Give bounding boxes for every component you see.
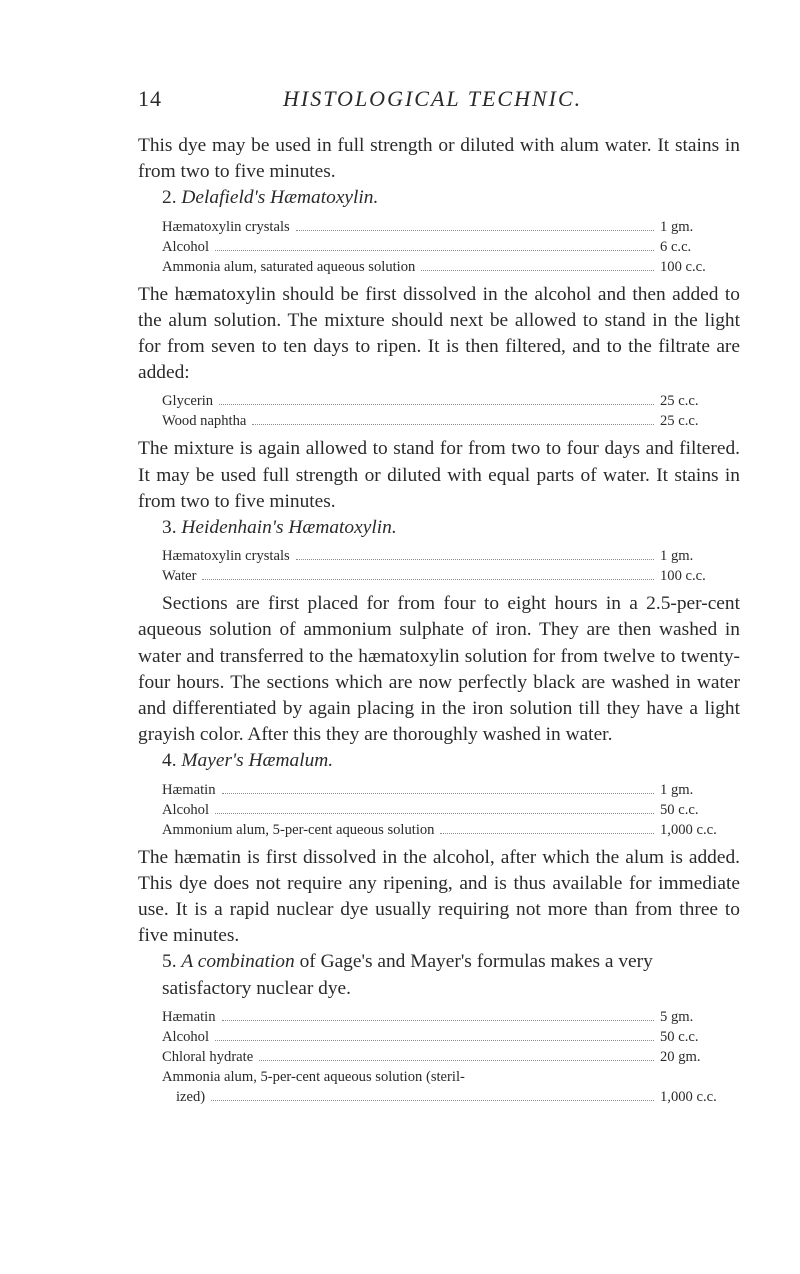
amount: 50 c.c.: [660, 801, 699, 818]
recipe-combination: [138, 1007, 740, 1107]
heading-title: Mayer's Hæmalum.: [181, 750, 334, 772]
amount: 50 c.c.: [660, 1028, 699, 1045]
recipe-row: [162, 546, 740, 566]
ingredient: Alcohol: [162, 1028, 210, 1045]
ingredient: Glycerin: [162, 393, 214, 410]
heading-delafield: [138, 185, 740, 211]
amount: 1 gm.: [660, 218, 694, 235]
recipe-row: [162, 257, 740, 277]
amount: 6 c.c.: [660, 238, 692, 255]
ingredient: Hæmatin: [162, 1008, 216, 1025]
recipe-row: [162, 780, 740, 800]
paragraph-alum-dilution: This dye may be used in full strength or diluted with alum water. It stains in from two to five minutes.: [138, 135, 740, 183]
recipe-row: [162, 411, 740, 431]
heading-title: Heidenhain's Hæmatoxylin.: [181, 517, 397, 539]
amount: 1,000 c.c.: [660, 821, 717, 838]
recipe-row: [162, 566, 740, 586]
heading-mayer: [138, 748, 740, 774]
recipe-additions: [138, 391, 740, 431]
paragraph-delafield-method: The hæmatoxylin should be first dissolved in the alcohol and then added to the alum solution. The mixture should next be allowed to stand in the light for from seven to ten days to ripen. It is then filtered, and to the filtrate are added:: [138, 283, 740, 384]
page-body: [138, 133, 740, 1112]
recipe-row: [162, 237, 740, 257]
recipe-row: [162, 800, 740, 820]
heading-text: of Gage's and Mayer's formulas makes a very satisfactory nuclear dye.: [162, 951, 653, 999]
ingredient: Water: [162, 568, 197, 585]
recipe-row: [162, 1007, 740, 1027]
heading-title: A combination: [181, 951, 295, 973]
heading-number: 3.: [162, 517, 177, 539]
ingredient: Hæmatoxylin crystals: [162, 218, 290, 235]
ingredient: Alcohol: [162, 238, 210, 255]
ingredient: Wood naphtha: [162, 413, 247, 430]
amount: 100 c.c.: [660, 568, 706, 585]
heading-number: 4.: [162, 750, 177, 772]
recipe-row: [162, 820, 740, 840]
recipe-row: [162, 1047, 740, 1067]
amount: 20 gm.: [660, 1048, 701, 1065]
recipe-heidenhain: [138, 546, 740, 586]
ingredient: Alcohol: [162, 801, 210, 818]
paragraph-heidenhain-method: Sections are first placed for from four to eight hours in a 2.5-per-cent aqueous solution of ammonium sulphate of iron. They are then washed in water and transferred to the hæmatoxylin solution for from twelve to twenty-four hours. The sections which are now perfectly black are washed in water and differentiated by again placing in the iron solution till they have a light grayish color. After this they are thoroughly washed in water.: [138, 593, 740, 746]
ingredient: Chloral hydrate: [162, 1048, 254, 1065]
page-number: 14: [138, 86, 162, 111]
recipe-row: [162, 391, 740, 411]
amount: 25 c.c.: [660, 393, 699, 410]
recipe-row: [162, 1067, 740, 1107]
amount: 25 c.c.: [660, 413, 699, 430]
heading-number: 5.: [162, 951, 177, 973]
ingredient: Ammonia alum, saturated aqueous solution: [162, 258, 416, 275]
amount: 100 c.c.: [660, 258, 706, 275]
ingredient: Ammonium alum, 5-per-cent aqueous solution: [162, 821, 435, 838]
amount: 1 gm.: [660, 781, 694, 798]
amount: 5 gm.: [660, 1008, 694, 1025]
ingredient: Hæmatin: [162, 781, 216, 798]
ingredient: Hæmatoxylin crystals: [162, 548, 290, 565]
heading-number: 2.: [162, 187, 177, 209]
ingredient-continued: ized): [176, 1088, 206, 1105]
paragraph-delafield-use: The mixture is again allowed to stand for from two to four days and filtered. It may be used full strength or diluted with equal parts of water. It stains in from two to five minutes.: [138, 438, 740, 512]
recipe-mayer: [138, 780, 740, 840]
running-title: HISTOLOGICAL TECHNIC.: [283, 86, 583, 111]
ingredient: Ammonia alum, 5-per-cent aqueous solution (steril-: [162, 1068, 465, 1085]
recipe-row: [162, 217, 740, 237]
page-header: [0, 86, 800, 116]
amount: 1 gm.: [660, 548, 694, 565]
recipe-row: [162, 1027, 740, 1047]
amount: 1,000 c.c.: [660, 1088, 717, 1105]
heading-combination: [138, 949, 740, 1001]
recipe-delafield: [138, 217, 740, 277]
heading-heidenhain: [138, 515, 740, 541]
heading-title: Delafield's Hæmatoxylin.: [181, 187, 379, 209]
paragraph-mayer-method: The hæmatin is first dissolved in the alcohol, after which the alum is added. This dye does not require any ripening, and is thus available for immediate use. It is a rapid nuclear dye usually requiring not more than from three to five minutes.: [138, 846, 740, 947]
